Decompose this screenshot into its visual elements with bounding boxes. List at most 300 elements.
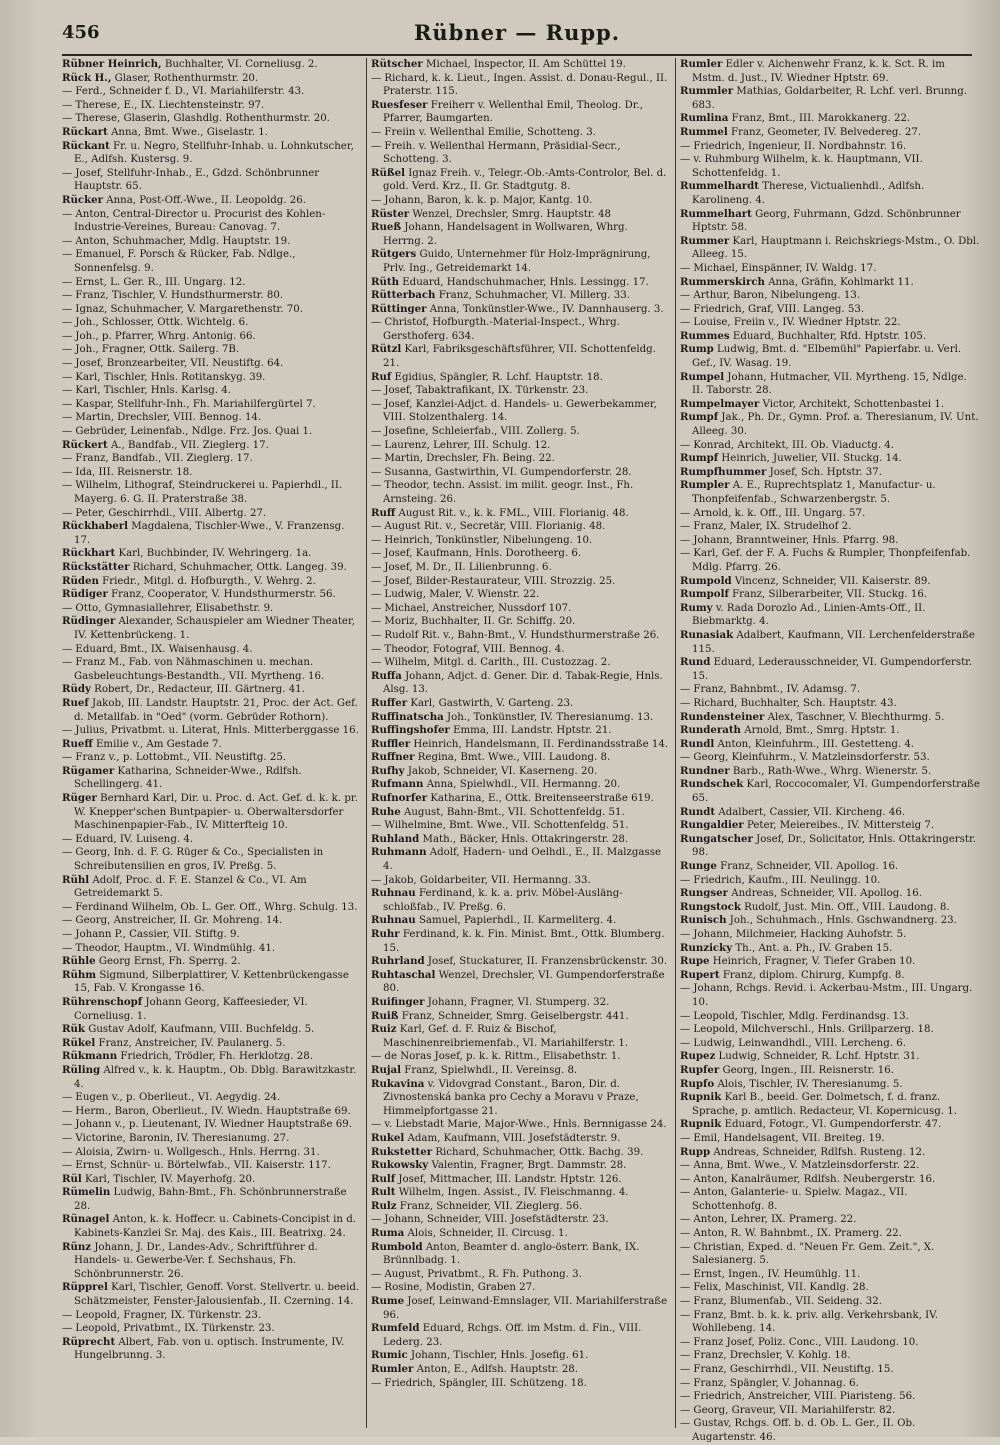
directory-entry [371, 276, 669, 290]
directory-entry [371, 466, 669, 480]
directory-entry [62, 942, 360, 956]
entry-surname: Rüth [371, 275, 399, 288]
entry-details: — Ludwig, Maler, V. Wienstr. 22. [371, 589, 540, 601]
directory-entry [371, 1078, 669, 1119]
entry-details: — August Rit. v., Secretär, VIII. Florianig. 48. [371, 521, 606, 533]
entry-details: — Arnold, k. k. Off., III. Ungarg. 57. [680, 507, 866, 519]
entry-details: Franz, Schneider, Smrg. Geiselbergstr. 441. [401, 1010, 629, 1022]
entry-details: — Georg, Inh. d. F. G. Rüger & Co., Specialisten in Schreibutensilien en gros, IV. Preßg. 5. [62, 847, 324, 873]
directory-entry [371, 507, 669, 521]
entry-details: Johann Georg, Kaffeesieder, VI. Corneliusg. 1. [74, 996, 308, 1022]
directory-entry [680, 656, 980, 683]
directory-entry [680, 1159, 980, 1173]
entry-surname: Ruffler [371, 737, 411, 750]
entry-details: — Michael, Anstreicher, Nussdorf 107. [371, 602, 572, 614]
directory-entry [680, 343, 980, 370]
entry-details: — Joh., p. Pfarrer, Whrg. Antonig. 66. [62, 330, 256, 342]
entry-details: Richard, Schuhmacher, Ottk. Langeg. 39. [132, 561, 347, 573]
directory-entry [680, 439, 980, 453]
directory-entry [62, 969, 360, 996]
directory-entry [371, 1023, 669, 1050]
directory-entry [62, 1023, 360, 1037]
entry-surname: Rüdinger [62, 615, 116, 628]
entry-surname: Rüdiger [62, 588, 108, 601]
directory-entry [371, 751, 669, 765]
entry-surname: Rünz [62, 1240, 92, 1253]
entry-details: Karl, Buchbinder, IV. Wehringerg. 1a. [118, 548, 312, 560]
entry-surname: Rupnik [680, 1118, 722, 1131]
directory-entry [62, 955, 360, 969]
entry-details: Anton, Kleinfuhrm., III. Gestetteng. 4. [717, 738, 915, 750]
entry-surname: Rüttinger [371, 302, 427, 315]
entry-details: — Emil, Handelsagent, VII. Breiteg. 19. [680, 1132, 885, 1144]
directory-entry [62, 1322, 360, 1336]
entry-details: Egidius, Spängler, R. Lchf. Hauptstr. 18. [394, 371, 603, 383]
entry-details: A. E., Ruprechtsplatz 1, Manufactur- u. Thonpfeifenfab., Schwarzenbergstr. 5. [692, 480, 936, 505]
directory-entry [62, 1037, 360, 1051]
entry-details: Josef, Leinwand-Emnslager, VII. Mariahilferstraße 96. [383, 1296, 668, 1321]
entry-details: Ludwig, Bahn-Bmt., Fh. Schönbrunnerstraße 28. [74, 1187, 347, 1212]
entry-details: — Josef, Bilder-Restaurateur, VIII. Strozzig. 25. [371, 575, 616, 587]
directory-entry [371, 398, 669, 425]
entry-details: Katharina, E., Ottk. Breitenseerstraße 619. [430, 793, 654, 805]
entry-surname: Rumpolf [680, 588, 729, 601]
entry-details: — Therese, E., IX. Liechtensteinstr. 97. [62, 99, 265, 111]
directory-entry [371, 1186, 669, 1200]
entry-details: Alfred v., k. k. Hauptm., Ob. Dblg. Barawitzkastr. 4. [74, 1064, 357, 1090]
entry-surname: Rundschek [680, 778, 744, 791]
entry-surname: Rügamer [62, 764, 115, 777]
entry-surname: Rukel [371, 1131, 405, 1144]
entry-surname: Rukstetter [371, 1145, 433, 1158]
directory-entry [371, 792, 669, 806]
entry-details: — Franz v., p. Lottobmt., VII. Neustiftg. 25. [62, 752, 287, 764]
entry-details: Franz, Spielwhdl., II. Vereinsg. 8. [404, 1064, 578, 1076]
entry-surname: Rumler [371, 1363, 414, 1375]
entry-details: Katharina, Schneider-Wwe., Rdlfsh. Schellingerg. 41. [74, 765, 302, 791]
entry-details: — v. Liebstadt Marie, Major-Wwe., Hnls. Bernnigasse 24. [371, 1119, 667, 1131]
entry-surname: Rupfer [680, 1063, 720, 1076]
directory-entry [680, 1268, 980, 1282]
entry-details: — Georg, Anstreicher, II. Gr. Mohreng. 14. [62, 915, 283, 927]
entry-surname: Runasiak [680, 628, 734, 641]
entry-details: — Richard, Buchhalter, Sch. Hauptstr. 43. [680, 697, 897, 709]
entry-details: — Julius, Privatbmt. u. Literat, Hnls. Mitterberggasse 16. [62, 725, 359, 737]
entry-details: — Friedrich, Anstreicher, VIII. Piaristeng. 56. [680, 1391, 916, 1403]
directory-entry [62, 765, 360, 792]
directory-entry [371, 1146, 669, 1160]
directory-entry [62, 643, 360, 657]
entry-surname: Rulf [371, 1172, 396, 1185]
directory-entry [62, 140, 360, 167]
entry-surname: Ruifinger [371, 995, 425, 1008]
entry-surname: Rumlina [680, 112, 729, 125]
entry-surname: Rüster [371, 207, 410, 220]
entry-details: — Ernst, Schnür- u. Börtelwfab., VII. Kaiserstr. 117. [62, 1160, 331, 1172]
entry-details: Albert, Fab. von u. optisch. Instrumente, IV. Hungelbrunng. 3. [74, 1336, 345, 1362]
directory-entry [62, 996, 360, 1023]
entry-surname: Rumpf [680, 411, 719, 424]
directory-entry [62, 126, 360, 140]
directory-entry [371, 384, 669, 398]
directory-entry [62, 1336, 360, 1363]
entry-details: Franz, Cooperator, V. Hundsthurmerstr. 56. [111, 589, 336, 601]
entry-details: Alex, Taschner, V. Blechthurmg. 5. [767, 711, 945, 723]
entry-details: Johann, J. Dr., Landes-Adv., Schriftführer d. Handels- u. Gewerbe-Ver. f. Sechshaus, Fh. Schönbrunnerstr. 26. [74, 1241, 318, 1280]
entry-surname: Rupe [680, 955, 710, 968]
directory-entry [62, 479, 360, 506]
entry-details: — Anton, Lehrer, IX. Pramerg. 22. [680, 1214, 857, 1226]
directory-entry [371, 343, 669, 370]
entry-surname: Ruhe [371, 805, 401, 818]
directory-entry [62, 928, 360, 942]
entry-details: — Otto, Gymnasiallehrer, Elisabethstr. 9. [62, 602, 274, 614]
entry-details: Glaser, Rothenthurmstr. 20. [114, 72, 259, 84]
entry-details: Wenzel, Drechsler, Smrg. Hauptstr. 48 [412, 208, 612, 220]
entry-details: Joh., Schuhmach., Hnls. Gschwandnerg. 23. [729, 915, 957, 927]
entry-surname: Rupfo [680, 1077, 715, 1090]
directory-entry [680, 58, 980, 85]
directory-entry [680, 1064, 980, 1078]
directory-entry [680, 1037, 980, 1051]
entry-details: Robert, Dr., Redacteur, III. Gärtnerg. 41. [94, 684, 305, 696]
directory-entry [62, 1309, 360, 1323]
entry-details: Alexander, Schauspieler am Wiedner Theater, IV. Kettenbrückeng. 1. [74, 616, 355, 641]
entry-surname: Rungaldier [680, 819, 744, 832]
directory-entry [371, 602, 669, 616]
entry-details: — Emanuel, F. Porsch & Rücker, Fab. Ndlge., Sonnenfelsg. 9. [62, 249, 296, 274]
entry-surname: Ruiz [371, 1023, 397, 1036]
entry-details: — Wilhelm, Lithograf, Steindruckerei u. Papierhdl., II. Mayerg. 6. G. II. Praterstraße 38. [62, 480, 343, 505]
entry-surname: Rül [62, 1172, 82, 1185]
entry-details: Johann, Hutmacher, VII. Myrtheng. 15, Ndlge. II. Taborstr. 28. [692, 371, 967, 397]
directory-entry [680, 588, 980, 602]
entry-surname: Ruhnau [371, 887, 416, 900]
entry-surname: Rump [680, 343, 714, 356]
directory-entry [680, 330, 980, 344]
running-head: Rübner — Rupp. [413, 20, 621, 45]
page-number: 456 [62, 22, 100, 43]
entry-details: Ferdinand, k. k. Fin. Minist. Bmt., Ottk. Blumberg. 15. [383, 929, 665, 954]
entry-details: — Johann, Milchmeier, Hacking Auhofstr. 5. [680, 929, 907, 940]
directory-entry [680, 928, 980, 942]
entry-details: Anton, Beamter d. anglo-österr. Bank, IX. Brünnlbadg. 1. [383, 1241, 640, 1267]
entry-details: Emilie v., Am Gestade 7. [95, 738, 222, 750]
directory-entry [62, 1186, 360, 1213]
entry-details: — Freiin v. Wellenthal Emilie, Schotteng. 3. [371, 126, 596, 138]
directory-entry [62, 615, 360, 642]
directory-entry [62, 303, 360, 317]
entry-surname: Rufnorfer [371, 792, 428, 805]
entry-surname: Ruhrland [371, 955, 425, 968]
entry-details: Gustav Adolf, Kaufmann, VIII. Buchfeldg. 5. [88, 1024, 315, 1036]
directory-entry [371, 248, 669, 275]
directory-entry [680, 126, 980, 140]
entry-details: — Franz Josef, Poliz. Conc., VIII. Laudong. 10. [680, 1336, 919, 1348]
entry-surname: Rueff [62, 737, 93, 750]
entry-details: — Karl, Tischler, Hnls. Rotitanskyg. 39. [62, 371, 266, 383]
entry-details: — Martin, Drechsler, Fh. Being. 22. [371, 453, 555, 465]
directory-entry [371, 425, 669, 439]
directory-entry [371, 765, 669, 779]
entry-details: Karl, Fabriksgeschäftsführer, VII. Schottenfeldg. 21. [383, 344, 656, 370]
directory-entry [62, 1159, 360, 1173]
entry-details: — Johann P., Cassier, VII. Stiftg. 9. [62, 929, 240, 940]
directory-entry [371, 914, 669, 928]
directory-entry [680, 1078, 980, 1092]
directory-entry [62, 58, 360, 72]
entry-surname: Ruffner [371, 751, 415, 764]
entry-surname: Rume [371, 1295, 405, 1308]
entry-details: Franz, Geometer, IV. Belvedereg. 27. [731, 126, 922, 138]
directory-entry [680, 316, 980, 330]
entry-details: — Arthur, Baron, Nibelungeng. 13. [680, 290, 861, 302]
entry-details: Michael, Inspector, II. Am Schüttel 19. [426, 59, 626, 70]
entry-details: Sigmund, Silberplattirer, V. Kettenbrückengasse 15, Fab. V. Krongasse 16. [74, 969, 349, 995]
entry-details: — Gebrüder, Leinenfab., Ndlge. Frz. Jos. Quai 1. [62, 426, 313, 438]
entry-surname: Rüdy [62, 683, 91, 696]
entry-details: — Franz, Bahnbmt., IV. Adamsg. 7. [680, 684, 861, 696]
entry-details: Friedr., Mitgl. d. Hofburgth., V. Wehrg. 2. [102, 575, 316, 587]
directory-entry [62, 575, 360, 589]
entry-details: — Johann, Baron, k. k. p. Major, Kantg. 10. [371, 194, 593, 206]
entry-details: — Ernst, Ingen., IV. Heumühlg. 11. [680, 1268, 861, 1280]
entry-details: Heinrich, Juwelier, VII. Stuckg. 14. [721, 453, 902, 465]
directory-entry [62, 330, 360, 344]
entry-surname: Rummerskirch [680, 275, 765, 288]
directory-entry [62, 208, 360, 235]
entry-details: A., Bandfab., VII. Zieglerg. 17. [110, 439, 269, 451]
entry-details: Joh., Tonkünstler, IV. Theresianumg. 13. [447, 711, 654, 723]
entry-surname: Rumbold [371, 1240, 423, 1253]
entry-details: — Eugen v., p. Oberlieut., VI. Aegydig. 24. [62, 1092, 281, 1104]
directory-entry [680, 1227, 980, 1241]
directory-entry [371, 371, 669, 385]
entry-surname: Rücker [62, 193, 103, 206]
directory-entry [371, 167, 669, 194]
entry-details: Ignaz Freih. v., Telegr.-Ob.-Amts-Controlor, Bel. d. gold. Verd. Krz., II. Gr. Stadtgutg. 8. [383, 167, 667, 193]
directory-entry [680, 208, 980, 235]
entry-surname: Rüprecht [62, 1335, 116, 1348]
directory-entry [62, 1146, 360, 1160]
directory-entry [371, 126, 669, 140]
directory-entry [371, 520, 669, 534]
directory-entry [680, 1023, 980, 1037]
entry-surname: Rummelhart [680, 207, 752, 220]
entry-details: August Rit. v., k. k. FML., VIII. Florianig. 48. [398, 507, 629, 519]
directory-entry [62, 833, 360, 847]
directory-entry [371, 439, 669, 453]
directory-entry [371, 1377, 669, 1391]
entry-details: — Anton, Schuhmacher, Mdlg. Hauptstr. 19. [62, 235, 291, 247]
entry-details: — Anton, Central-Director u. Procurist des Kohlen-Industrie-Vereines, Bureau: Canovag. 7. [62, 208, 326, 234]
entry-surname: Rumpold [680, 574, 732, 587]
entry-details: Andreas, Schneider, Rdlfsh. Rusteng. 12. [713, 1146, 926, 1158]
entry-details: Anna, Gräfin, Kohlmarkt 11. [768, 276, 914, 288]
entry-surname: Rummler [680, 85, 734, 98]
directory-entry [680, 1118, 980, 1132]
directory-entry [371, 656, 669, 670]
entry-details: — Franz, Bmt. b. k. k. priv. allg. Verkehrsbank, IV. Wohllebeng. 14. [680, 1309, 938, 1335]
entry-surname: Rungstock [680, 900, 741, 913]
entry-details: — Anton, R. W. Bahnbmt., IX. Pramerg. 22. [680, 1228, 902, 1240]
directory-entry [680, 860, 980, 874]
entry-details: Adalbert, Cassier, VII. Kircheng. 46. [718, 806, 906, 818]
entry-details: v. Vidovgrad Constant., Baron, Dir. d. Zivnostenská banka pro Cechy a Moravu v Praze, Himmelpfortgasse 21. [383, 1078, 639, 1117]
entry-details: — Freih. v. Wellenthal Hermann, Präsidial-Secr., Schotteng. 3. [371, 140, 621, 166]
directory-entry [371, 1227, 669, 1241]
directory-entry [62, 1105, 360, 1119]
directory-entry [62, 343, 360, 357]
directory-entry [680, 575, 980, 589]
entry-details: — Josef, Kanzlei-Adjct. d. Handels- u. Gewerbekammer, VIII. Stolzenthalerg. 14. [371, 398, 657, 424]
entry-details: — Franz, Bandfab., VII. Zieglerg. 17. [62, 453, 253, 465]
entry-surname: Ruffa [371, 669, 402, 682]
directory-entry [680, 1186, 980, 1213]
entry-details: Franz, Anstreicher, IV. Paulanerg. 5. [98, 1037, 286, 1049]
entry-details: Victor, Architekt, Schottenbastei 1. [762, 398, 945, 410]
entry-surname: Rüden [62, 574, 99, 587]
entry-details: — August, Privatbmt., R. Fh. Puthong. 3. [371, 1268, 582, 1280]
directory-entry [680, 479, 980, 506]
entry-surname: Rückhaberl [62, 520, 128, 533]
directory-entry [371, 955, 669, 969]
directory-entry [680, 1132, 980, 1146]
directory-entry [680, 112, 980, 126]
entry-surname: Rummelhardt [680, 180, 759, 193]
entry-details: — Franz, Spängler, V. Johannag. 6. [680, 1377, 859, 1389]
entry-details: Karl, Gastwirth, V. Garteng. 23. [410, 697, 574, 709]
entry-details: Fr. u. Negro, Stellfuhr-Inhab. u. Lohnkutscher, E., Adlfsh. Kustersg. 9. [74, 140, 354, 166]
directory-entry [62, 466, 360, 480]
directory-entry [62, 112, 360, 126]
entry-surname: Rumpfhummer [680, 465, 767, 478]
directory-entry [680, 738, 980, 752]
entry-surname: Rupez [680, 1050, 716, 1063]
entry-details: Josef, Dr., Solicitator, Hnls. Ottakringerstr. 98. [692, 833, 976, 859]
entry-details: — Moriz, Buchhalter, II. Gr. Schiffg. 20. [371, 616, 576, 628]
directory-entry [62, 384, 360, 398]
directory-entry [62, 874, 360, 901]
entry-surname: Rübner Heinrich, [62, 58, 162, 70]
directory-entry [680, 833, 980, 860]
directory-entry [371, 819, 669, 833]
entry-details: Vincenz, Schneider, VII. Kaiserstr. 89. [734, 575, 931, 587]
directory-entry [680, 1349, 980, 1363]
entry-details: Valentin, Fragner, Brgt. Dammstr. 28. [431, 1160, 627, 1172]
directory-entry [371, 208, 669, 222]
entry-surname: Rumic [371, 1349, 408, 1362]
entry-details: Therese, Victualienhdl., Adlfsh. Karolineng. 4. [692, 181, 925, 206]
entry-details: Karl, Gef. d. F. Ruiz & Bischof, Maschinenreibriemenfab., VI. Mariahilferstr. 1. [383, 1024, 629, 1049]
directory-entry [680, 914, 980, 928]
directory-entry [680, 942, 980, 956]
directory-entry [62, 72, 360, 86]
directory-entry [62, 738, 360, 752]
entry-details: — Eduard, IV. Luiseng. 4. [62, 833, 194, 845]
entry-details: Samuel, Papierhdl., II. Karmeliterg. 4. [418, 915, 617, 927]
entry-details: Regina, Bmt. Wwe., VIII. Laudong. 8. [417, 752, 611, 764]
entry-details: — Friedrich, Spängler, III. Schützeng. 18. [371, 1377, 587, 1389]
directory-entry [680, 1146, 980, 1160]
directory-entry [680, 806, 980, 820]
entry-details: Guido, Unternehmer für Holz-Imprägnirung, Prlv. Ing., Getreidemarkt 14. [383, 249, 651, 274]
directory-entry [680, 765, 980, 779]
entry-details: — Christof, Hofburgth.-Material-Inspect., Whrg. Gersthoferg. 634. [371, 317, 620, 342]
entry-surname: Rufhy [371, 764, 405, 777]
directory-entry [62, 656, 360, 683]
entry-details: — Jakob, Goldarbeiter, VII. Hermanng. 33. [371, 874, 591, 886]
entry-surname: Rumfeld [371, 1322, 420, 1335]
directory-entry [62, 398, 360, 412]
column-3 [680, 58, 980, 1443]
entry-details: — Aloisia, Zwirn- u. Wollgesch., Hnls. Herrng. 31. [62, 1146, 320, 1158]
directory-entry [371, 1281, 669, 1295]
entry-details: Franz, Schneider, VII. Apollog. 16. [720, 861, 899, 873]
entry-details: Ferdinand, k. k. a. priv. Möbel-Ausläng-schloßfab., IV. Preßg. 6. [383, 888, 623, 913]
entry-details: Karl, Hauptmann i. Reichskriegs-Mstm., O. Dbl. Alleeg. 15. [692, 235, 980, 261]
column-divider [366, 58, 367, 1428]
entry-details: — Konrad, Architekt, III. Ob. Viaductg. 4. [680, 439, 895, 451]
directory-entry [680, 289, 980, 303]
directory-entry [371, 221, 669, 248]
directory-entry [680, 751, 980, 765]
directory-entry [680, 547, 980, 574]
column-divider [675, 58, 676, 1428]
directory-entry [62, 439, 360, 453]
entry-surname: Rukowsky [371, 1159, 429, 1172]
directory-entry [62, 425, 360, 439]
entry-surname: Runzicky [680, 941, 733, 954]
directory-entry [371, 846, 669, 873]
entry-details: August, Bahn-Bmt., VII. Schottenfeldg. 51. [404, 806, 625, 818]
entry-surname: Rühm [62, 968, 97, 981]
entry-details: Karl B., beeid. Ger. Dolmetsch, f. d. franz. Sprache, p. amtlich. Redacteur, VI. Kopernicusg. 1. [692, 1092, 957, 1117]
directory-entry [371, 547, 669, 561]
entry-details: — v. Ruhmburg Wilhelm, k. k. Hauptmann, VII. Schottenfeldg. 1. [680, 154, 923, 179]
directory-entry [680, 969, 980, 983]
entry-surname: Rupert [680, 968, 720, 981]
entry-details: Friedrich, Trödler, Fh. Herklotzg. 28. [120, 1051, 313, 1063]
directory-entry [371, 643, 669, 657]
entry-surname: Ruffer [371, 696, 408, 709]
directory-entry [62, 1173, 360, 1187]
directory-entry [62, 235, 360, 249]
entry-details: Eduard, Rchgs. Off. im Mstm. d. Fin., VIII. Lederg. 23. [383, 1323, 642, 1348]
directory-entry [680, 371, 980, 398]
directory-entry [680, 874, 980, 888]
entry-details: — Anna, Bmt. Wwe., V. Matzleinsdorferstr. 22. [680, 1160, 920, 1172]
directory-entry [62, 724, 360, 738]
entry-details: Josef, Stuckaturer, II. Franzensbrückenstr. 30. [427, 956, 668, 968]
entry-surname: Rueß [371, 221, 402, 234]
directory-entry [680, 887, 980, 901]
entry-details: — Leopold, Milchverschl., Hnls. Grillparzerg. 18. [680, 1024, 934, 1036]
entry-surname: Rütgers [371, 248, 417, 261]
entry-details: Alois, Tischler, IV. Theresianumg. 5. [717, 1078, 903, 1090]
directory-entry [371, 575, 669, 589]
entry-details: — Josef, Tabaktrafikant, IX. Türkenstr. 23. [371, 385, 589, 397]
directory-entry [62, 588, 360, 602]
entry-details: — Ernst, L. Ger. R., III. Ungarg. 12. [62, 276, 246, 288]
entry-details: Emma, III. Landstr. Hptstr. 21. [453, 725, 612, 737]
directory-entry [62, 1132, 360, 1146]
directory-entry [371, 874, 669, 888]
entry-details: — Johann, Branntweiner, Hnls. Pfarrg. 98. [680, 534, 899, 546]
entry-details: Magdalena, Tischler-Wwe., V. Franzensg. 17. [74, 521, 345, 546]
entry-details: — Gustav, Rchgs. Off. b. d. Ob. L. Ger., II. Ob. Augartenstr. 46. [680, 1418, 916, 1443]
directory-entry [62, 194, 360, 208]
